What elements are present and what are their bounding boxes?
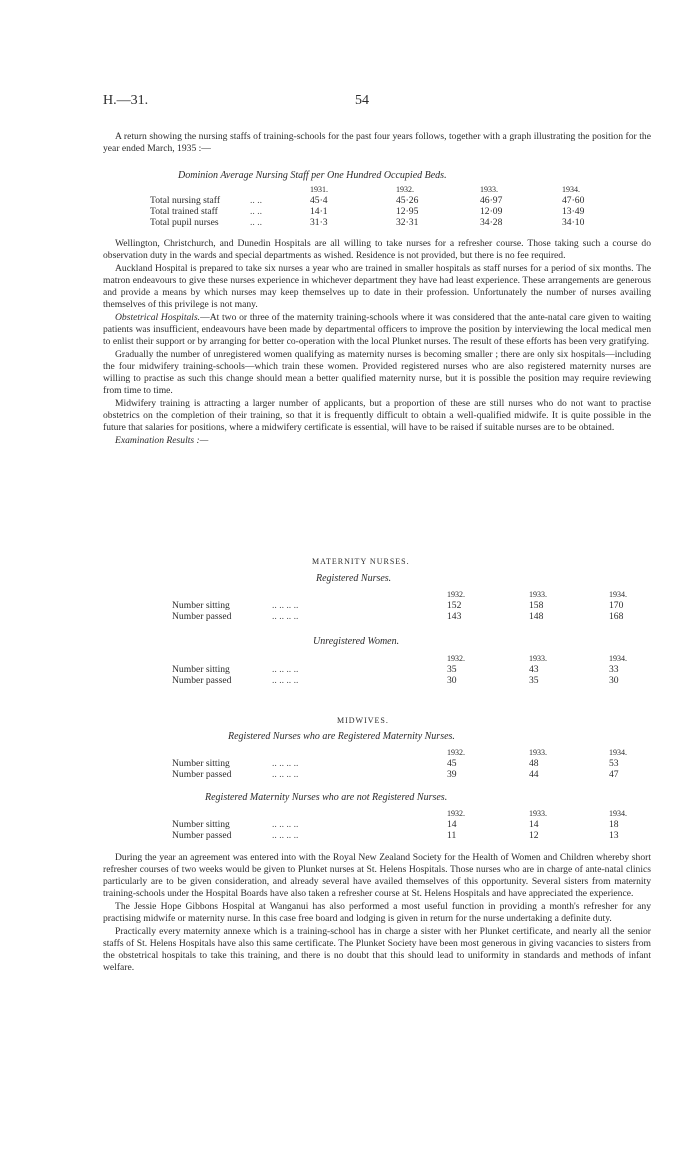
paragraph: Practically every maternity annexe which is a training-school has in charge a sister with her Plunket certificate, and nearly all the senior staffs of St. Helens Hospitals have also this same certificate. The Plunket Society have been most generous in giving vacancies to sisters from the obstetrical hospitals to take this training, and there is no doubt that this should lead to uniformity in standards and methods of infant welfare. — [103, 926, 651, 973]
year-heading: 1933. — [529, 590, 547, 599]
table-header-row — [172, 747, 649, 758]
staff-table-header-row — [150, 184, 622, 195]
cell-value: 39 — [447, 769, 457, 780]
table-row — [150, 217, 622, 228]
paragraph: Auckland Hospital is prepared to take six nurses a year who are trained in smaller hospitals as staff nurses for a period of six months. The matron endeavours to give these nurses experience in whichever department they have had least experience. These arrangements are generous and provide a means by which nurses may keep themselves up to date in their profession. Unfortunately the number of nurses availing themselves of this privilege is not many. — [103, 263, 651, 310]
table-row — [172, 675, 649, 686]
row-label: Number passed — [172, 830, 232, 841]
row-label: Number passed — [172, 769, 232, 780]
year-heading: 1933. — [529, 809, 547, 818]
table-header-row — [172, 589, 649, 600]
leader-dots: .. .. .. .. — [272, 830, 299, 841]
cell-value: 46·97 — [480, 195, 503, 206]
year-heading: 1933. — [529, 654, 547, 663]
staff-table-caption: Dominion Average Nursing Staff per One Hundred Occupied Beds. — [178, 170, 447, 181]
year-heading: 1932. — [447, 748, 465, 757]
table-row — [172, 819, 649, 830]
year-heading: 1934. — [609, 654, 627, 663]
leader-dots: .. .. .. .. — [272, 758, 299, 769]
cell-value: 14 — [529, 819, 539, 830]
cell-value: 48 — [529, 758, 539, 769]
cell-value: 13 — [609, 830, 619, 841]
year-heading: 1932. — [396, 185, 414, 194]
row-label: Total trained staff — [150, 206, 218, 217]
closing-text-block — [103, 852, 651, 975]
cell-value: 34·28 — [480, 217, 503, 228]
unregistered-women-caption: Unregistered Women. — [313, 636, 400, 647]
paragraph — [103, 312, 651, 348]
row-label: Total nursing staff — [150, 195, 221, 206]
table-header-row — [172, 653, 649, 664]
row-label: Number sitting — [172, 819, 230, 830]
year-heading: 1932. — [447, 590, 465, 599]
page-number: 54 — [355, 93, 369, 108]
year-heading: 1932. — [447, 654, 465, 663]
cell-value: 12 — [529, 830, 539, 841]
year-heading: 1934. — [609, 590, 627, 599]
cell-value: 170 — [609, 600, 624, 611]
cell-value: 14·1 — [310, 206, 328, 217]
leader-dots: .. .. .. .. — [272, 675, 299, 686]
year-heading: 1932. — [447, 809, 465, 818]
row-label: Total pupil nurses — [150, 217, 219, 228]
cell-value: 12·09 — [480, 206, 503, 217]
table-row — [172, 611, 649, 622]
registered-maternity-caption: Registered Nurses who are Registered Maternity Nurses. — [228, 731, 455, 742]
cell-value: 158 — [529, 600, 544, 611]
row-label: Number passed — [172, 675, 232, 686]
exam-heading: Examination Results :— — [115, 435, 209, 446]
paragraph: Wellington, Christchurch, and Dunedin Hospitals are all willing to take nurses for a refresher course. Those taking such a course do observation duty in the wards and special departments as wished. Residence is not provided, but there is no fee required. — [103, 238, 651, 261]
cell-value: 44 — [529, 769, 539, 780]
cell-value: 148 — [529, 611, 544, 622]
paragraph: During the year an agreement was entered into with the Royal New Zealand Society for the Health of Women and Children whereby short refresher courses of two weeks would be given to Plunket nurses at St. Helens Hospitals. Those nurses who are in charge of ante-natal clinics particularly are to be given consideration, and already several have availed themselves of this opportunity. Several sisters from maternity training-schools under the Hospital Boards have also taken a refresher course at St. Helens Hospitals and have appreciated the experience. — [103, 852, 651, 899]
table-row — [172, 769, 649, 780]
paragraph: Gradually the number of unregistered women qualifying as maternity nurses is becoming smaller ; there are only six hospitals—including the four midwifery training-schools—which train these women. Provided registered nurses who are also registered maternity nurses are willing to practise as such this change should mean a better qualified maternity nurse, but it is possible the position may require reviewing from time to time. — [103, 349, 651, 396]
cell-value: 152 — [447, 600, 462, 611]
cell-value: 47·60 — [562, 195, 585, 206]
leader-dots: .. .. — [250, 195, 262, 206]
midwives-heading: MIDWIVES. — [337, 716, 389, 725]
cell-value: 30 — [609, 675, 619, 686]
year-heading: 1933. — [529, 748, 547, 757]
cell-value: 53 — [609, 758, 619, 769]
cell-value: 35 — [447, 664, 457, 675]
leader-dots: .. .. .. .. — [272, 819, 299, 830]
cell-value: 143 — [447, 611, 462, 622]
maternity-registered-table — [172, 589, 649, 622]
cell-value: 43 — [529, 664, 539, 675]
not-registered-caption: Registered Maternity Nurses who are not Registered Nurses. — [205, 792, 448, 803]
cell-value: 45 — [447, 758, 457, 769]
cell-value: 30 — [447, 675, 457, 686]
leader-dots: .. .. .. .. — [272, 769, 299, 780]
table-row — [172, 758, 649, 769]
cell-value: 47 — [609, 769, 619, 780]
year-heading: 1933. — [480, 185, 498, 194]
leader-dots: .. .. .. .. — [272, 611, 299, 622]
table-row — [172, 664, 649, 675]
table-row — [150, 206, 622, 217]
leader-dots: .. .. — [250, 217, 262, 228]
cell-value: 45·26 — [396, 195, 419, 206]
leader-dots: .. .. .. .. — [272, 664, 299, 675]
row-label: Number sitting — [172, 600, 230, 611]
cell-value: 14 — [447, 819, 457, 830]
registered-nurses-caption: Registered Nurses. — [316, 573, 392, 584]
body-text-block — [103, 238, 651, 448]
table-row — [172, 830, 649, 841]
leader-dots: .. .. — [250, 206, 262, 217]
intro-block — [103, 131, 651, 156]
leader-dots: .. .. .. .. — [272, 600, 299, 611]
table-header-row — [172, 808, 649, 819]
paragraph: Midwifery training is attracting a larger number of applicants, but a proportion of these are still nurses who do not want to practise obstetrics on the completion of their training, so that it is frequently difficult to obtain a well-qualified midwife. It is quite possible in the future that salaries for positions, where a midwifery certificate is essential, will have to be raised if suitable nurses are to be obtained. — [103, 398, 651, 433]
table-row — [150, 195, 622, 206]
maternity-unregistered-table — [172, 653, 649, 686]
cell-value: 12·95 — [396, 206, 419, 217]
cell-value: 35 — [529, 675, 539, 686]
table-row — [172, 600, 649, 611]
row-label: Number passed — [172, 611, 232, 622]
cell-value: 11 — [447, 830, 457, 841]
midwives-registered-table — [172, 747, 649, 780]
cell-value: 32·31 — [396, 217, 419, 228]
row-label: Number sitting — [172, 664, 230, 675]
cell-value: 34·10 — [562, 217, 585, 228]
paragraph: The Jessie Hope Gibbons Hospital at Wanganui has also performed a most useful function in providing a month's refresher for any practising midwife or maternity nurse. In this case free board and lodging is given in return for the nurse undertaking a definite duty. — [103, 901, 651, 924]
year-heading: 1934. — [562, 185, 580, 194]
midwives-not-registered-table — [172, 808, 649, 841]
obstetrical-text: —At two or three of the maternity training-schools where it was considered that the ante-natal care given to waiting patients was insufficient, endeavours have been made by departmental officers to improve the position by interviewing the local medical men to enlist their support or by arranging for better co-operation with the local Plunket nurses. The result of these efforts has been very gratifying. — [103, 312, 651, 347]
cell-value: 33 — [609, 664, 619, 675]
cell-value: 168 — [609, 611, 624, 622]
cell-value: 13·49 — [562, 206, 585, 217]
intro-paragraph: A return showing the nursing staffs of training-schools for the past four years follows, together with a graph illustrating the position for the year ended March, 1935 :— — [103, 131, 651, 154]
cell-value: 31·3 — [310, 217, 328, 228]
cell-value: 45·4 — [310, 195, 328, 206]
cell-value: 18 — [609, 819, 619, 830]
year-heading: 1934. — [609, 748, 627, 757]
maternity-nurses-heading: MATERNITY NURSES. — [312, 557, 410, 566]
obstetrical-heading: Obstetrical Hospitals. — [115, 312, 201, 323]
document-reference: H.—31. — [103, 93, 149, 108]
year-heading: 1931. — [310, 185, 328, 194]
row-label: Number sitting — [172, 758, 230, 769]
year-heading: 1934. — [609, 809, 627, 818]
staff-table — [150, 184, 622, 228]
